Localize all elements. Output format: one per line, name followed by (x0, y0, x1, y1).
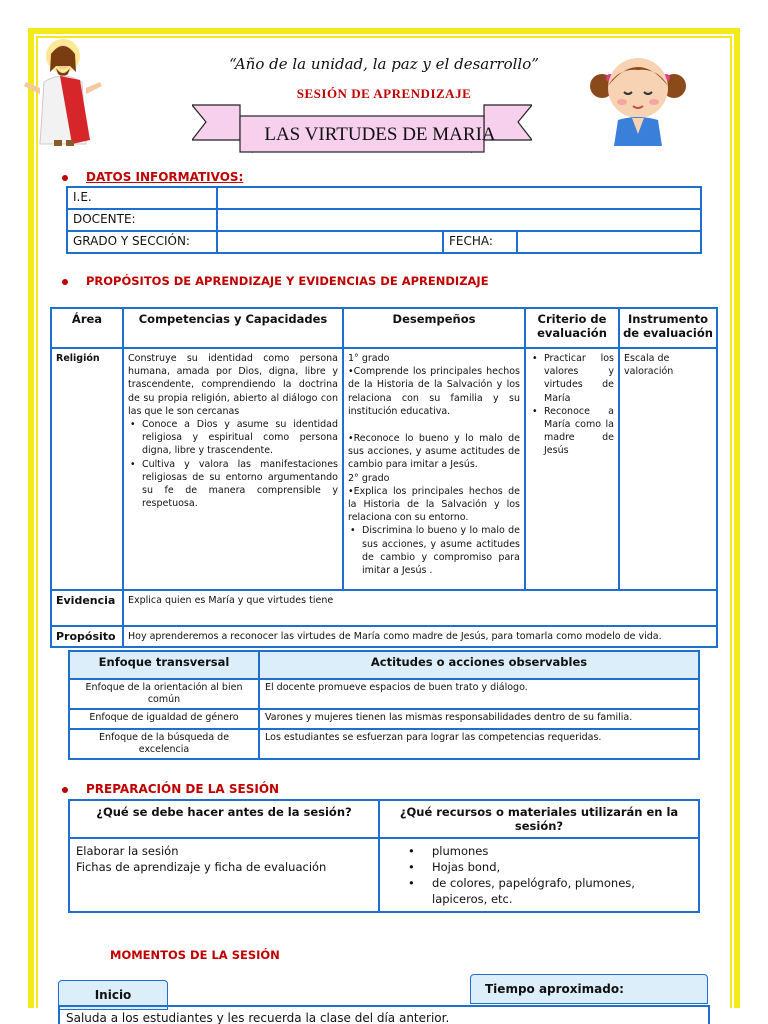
session-label: SESIÓN DE APRENDIZAJE (296, 86, 472, 101)
table-row (69, 729, 699, 759)
table-header-row (69, 800, 699, 838)
grado-field[interactable] (217, 231, 443, 253)
table-header-row (69, 651, 699, 679)
header-criterio: Criterio de evaluación (525, 308, 619, 348)
evidencia-text: Explica quien es María y que virtudes tiene (123, 590, 717, 626)
info-table (66, 186, 702, 254)
header-instrumento: Instrumento de evaluación (619, 308, 717, 348)
area-cell: Religión (51, 348, 123, 590)
actitud-cell: Los estudiantes se esfuerzan para lograr las competencias requeridas. (259, 729, 699, 759)
preparacion-heading: PREPARACIÓN DE LA SESIÓN (62, 782, 279, 796)
proposito-text: Hoy aprenderemos a reconocer las virtudes de María como madre de Jesús, para tomarla como modelo de vida. (123, 626, 717, 647)
desempeno-list (348, 524, 520, 577)
motto: “Año de la unidad, la paz y el desarrollo” (229, 55, 539, 73)
list-item: • Reconoce a María como la madre de Jesús (530, 405, 614, 458)
propositos-heading: PROPÓSITOS DE APRENDIZAJE Y EVIDENCIAS DE APRENDIZAJE (62, 274, 489, 288)
list-item: • plumones (408, 843, 692, 859)
ie-label: I.E. (67, 187, 217, 209)
enfoque-cell: Enfoque de la orientación al bien común (69, 679, 259, 709)
actitud-cell: Varones y mujeres tienen las mismas responsabilidades dentro de su familia. (259, 709, 699, 729)
propositos-table (50, 307, 718, 648)
desempenos-cell (343, 348, 525, 590)
criterio-cell (525, 348, 619, 590)
fecha-label: FECHA: (443, 231, 517, 253)
table-row (69, 838, 699, 912)
table-row (69, 709, 699, 729)
header-desempenos: Desempeños (343, 308, 525, 348)
enfoques-table (68, 650, 700, 760)
table-row (67, 231, 701, 253)
list-item: • Cultiva y valora las manifestaciones religiosas de su entorno argumentando su fe de manera comprensible y respetuosa. (128, 458, 338, 511)
criterio-list (530, 352, 614, 458)
competencia-text: Construye su identidad como persona humana, amada por Dios, digna, libre y trascendente, comprendiendo la doctrina de su propia religión, abierto al diálogo con las que le son cercanas (128, 353, 338, 417)
header-area: Área (51, 308, 123, 348)
antes-item: Fichas de aprendizaje y ficha de evaluación (76, 860, 327, 874)
desempeno-item: •Explica los principales hechos de la Historia de la Salvación y los relaciona con su entorno. (348, 485, 520, 524)
header-antes: ¿Qué se debe hacer antes de la sesión? (69, 800, 379, 838)
table-row (67, 187, 701, 209)
table-row (51, 590, 717, 626)
proposito-label: Propósito (51, 626, 123, 647)
docente-field[interactable] (217, 209, 701, 231)
table-row (51, 348, 717, 590)
competencias-cell (123, 348, 343, 590)
list-item: • Practicar los valores y virtudes de María (530, 352, 614, 405)
momentos-heading: MOMENTOS DE LA SESIÓN (110, 948, 280, 962)
actitud-cell: El docente promueve espacios de buen trato y diálogo. (259, 679, 699, 709)
evidencia-label: Evidencia (51, 590, 123, 626)
header-recursos: ¿Qué recursos o materiales utilizarán en la sesión? (379, 800, 699, 838)
list-item: • Hojas bond, (408, 859, 692, 875)
bullet-icon (62, 175, 68, 181)
docente-label: DOCENTE: (67, 209, 217, 231)
list-item: • Discrimina lo bueno y lo malo de sus acciones, y asume actitudes de cambio y compromiso para imitar a Jesús . (348, 524, 520, 577)
recursos-cell (379, 838, 699, 912)
recursos-list (386, 843, 692, 907)
ie-field[interactable] (217, 187, 701, 209)
capacidades-list (128, 418, 338, 510)
inicio-text: Saluda a los estudiantes y les recuerda la clase del día anterior. (58, 1005, 710, 1024)
desempeno-item: •Reconoce lo bueno y lo malo de sus acciones, y asume actitudes de cambio para imitar a Jesús. (348, 433, 520, 471)
grado1-label: 1° grado (348, 353, 390, 364)
header-competencias: Competencias y Capacidades (123, 308, 343, 348)
enfoque-cell: Enfoque de la búsqueda de excelencia (69, 729, 259, 759)
fecha-field[interactable] (517, 231, 701, 253)
header-actitudes: Actitudes o acciones observables (259, 651, 699, 679)
grado-label: GRADO Y SECCIÓN: (67, 231, 217, 253)
antes-item: Elaborar la sesión (76, 844, 179, 858)
table-header-row (51, 308, 717, 348)
header-enfoque: Enfoque transversal (69, 651, 259, 679)
bullet-icon (62, 279, 68, 285)
inicio-tab: Inicio (58, 980, 168, 1010)
enfoque-cell: Enfoque de igualdad de género (69, 709, 259, 729)
page-title: LAS VIRTUDES DE MARIA (264, 124, 496, 145)
table-row (51, 626, 717, 647)
desempeno-item: •Comprende los principales hechos de la Historia de la Salvación y los relaciona con su familia y su institución educativa. (348, 366, 520, 417)
antes-cell (69, 838, 379, 912)
preparacion-table (68, 799, 700, 913)
instrumento-cell: Escala de valoración (619, 348, 717, 590)
tiempo-aproximado-box: Tiempo aproximado: (470, 974, 708, 1004)
table-row (67, 209, 701, 231)
table-row (69, 679, 699, 709)
bullet-icon (62, 787, 68, 793)
list-item: • Conoce a Dios y asume su identidad religiosa y espiritual como persona digna, libre y trascendente. (128, 418, 338, 458)
datos-heading: DATOS INFORMATIVOS: (62, 170, 243, 184)
grado2-label: 2° grado (348, 472, 390, 484)
list-item: • de colores, papelógrafo, plumones, lapiceros, etc. (408, 875, 692, 907)
